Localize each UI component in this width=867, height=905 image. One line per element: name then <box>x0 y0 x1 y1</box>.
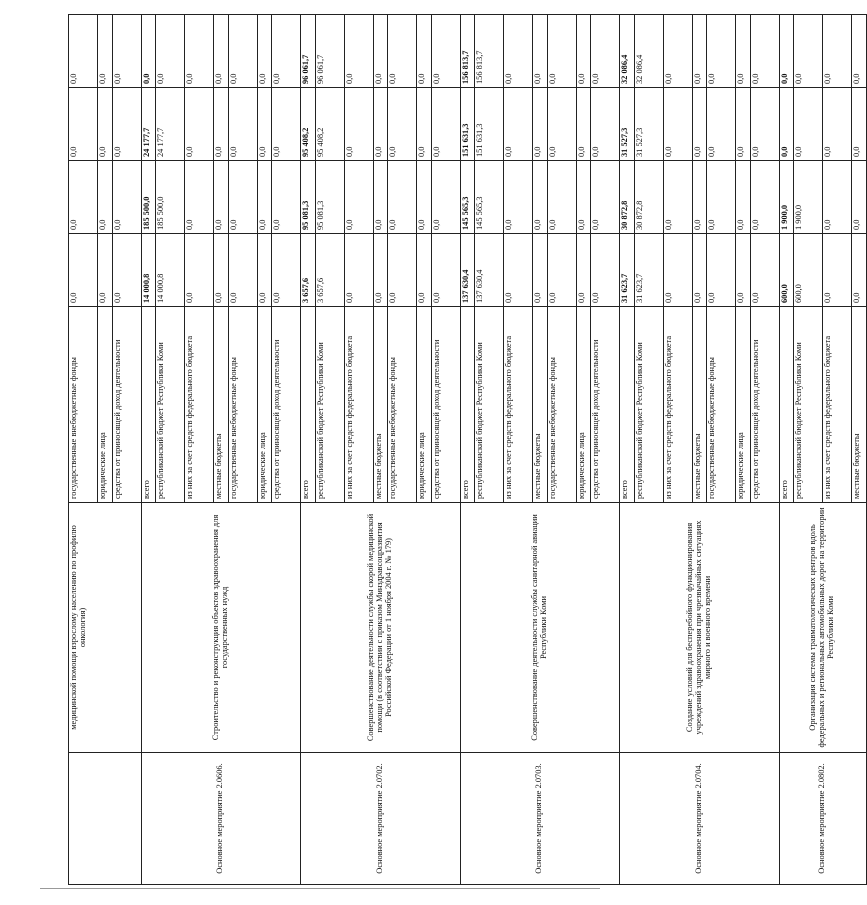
funding-source-label: местные бюджеты <box>373 307 388 503</box>
amount-cell: 32 086,4 <box>620 15 635 88</box>
amount-cell: 0,0 <box>533 88 548 161</box>
measure-title: Совершенствование деятельности службы санитарной авиации Республики Коми <box>460 503 620 753</box>
amount-cell: 30 872,8 <box>620 161 635 234</box>
amount-cell: 0,0 <box>663 15 692 88</box>
funding-source-label: из них за счет средств федерального бюджета <box>504 307 533 503</box>
amount-cell: 0,0 <box>214 15 229 88</box>
amount-cell: 0,0 <box>228 88 257 161</box>
amount-cell: 95 408,2 <box>301 88 316 161</box>
amount-cell: 1 900,0 <box>794 161 823 234</box>
amount-cell: 0,0 <box>547 88 576 161</box>
funding-source-label: местные бюджеты <box>692 307 707 503</box>
amount-cell: 14 000,8 <box>141 234 156 307</box>
budget-table <box>68 14 867 885</box>
measure-code: Основное мероприятие 2.0703. <box>460 753 620 885</box>
amount-cell: 0,0 <box>388 234 417 307</box>
amount-cell: 0,0 <box>141 15 156 88</box>
funding-source-label: средства от приносящей доход деятельности <box>112 307 141 503</box>
amount-cell: 0,0 <box>98 234 113 307</box>
table-row <box>620 15 635 885</box>
funding-source-label: юридические лица <box>417 307 432 503</box>
amount-cell: 0,0 <box>431 234 460 307</box>
amount-cell: 0,0 <box>663 88 692 161</box>
funding-source-label: средства от приносящей доход деятельности <box>431 307 460 503</box>
funding-source-label: республиканский бюджет Республики Коми <box>156 307 185 503</box>
amount-cell: 0,0 <box>272 88 301 161</box>
table-row <box>460 15 475 885</box>
amount-cell: 0,0 <box>750 234 779 307</box>
amount-cell: 0,0 <box>417 234 432 307</box>
amount-cell: 0,0 <box>692 88 707 161</box>
amount-cell: 0,0 <box>388 15 417 88</box>
amount-cell: 185 500,0 <box>156 161 185 234</box>
amount-cell: 600,0 <box>794 234 823 307</box>
amount-cell: 0,0 <box>591 15 620 88</box>
amount-cell: 0,0 <box>576 161 591 234</box>
amount-cell: 95 408,2 <box>315 88 344 161</box>
scan-edge-line <box>40 888 600 889</box>
amount-cell: 31 623,7 <box>634 234 663 307</box>
amount-cell: 0,0 <box>69 234 98 307</box>
amount-cell: 0,0 <box>228 161 257 234</box>
amount-cell: 0,0 <box>417 88 432 161</box>
amount-cell: 0,0 <box>576 15 591 88</box>
measure-title: медицинской помощи взрослому населению по профилю онкология) <box>69 503 142 753</box>
amount-cell: 0,0 <box>823 15 852 88</box>
funding-source-label: республиканский бюджет Республики Коми <box>475 307 504 503</box>
amount-cell: 0,0 <box>417 15 432 88</box>
amount-cell: 0,0 <box>547 234 576 307</box>
amount-cell: 0,0 <box>257 88 272 161</box>
amount-cell: 0,0 <box>185 161 214 234</box>
rotated-sheet <box>68 15 861 885</box>
measure-title: Организация системы травматологических центров вдоль федеральных и региональных автомобильных дорог на территории Республики Коми <box>779 503 866 753</box>
funding-source-label: средства от приносящей доход деятельности <box>272 307 301 503</box>
amount-cell: 0,0 <box>388 161 417 234</box>
funding-source-label: государственные внебюджетные фонды <box>388 307 417 503</box>
amount-cell: 0,0 <box>663 161 692 234</box>
amount-cell: 0,0 <box>533 161 548 234</box>
amount-cell: 0,0 <box>823 234 852 307</box>
measure-code: Основное мероприятие 2.0606. <box>141 753 301 885</box>
amount-cell: 0,0 <box>373 234 388 307</box>
amount-cell: 0,0 <box>591 161 620 234</box>
amount-cell: 0,0 <box>576 88 591 161</box>
amount-cell: 0,0 <box>272 15 301 88</box>
table-row <box>301 15 316 885</box>
amount-cell: 24 177,7 <box>141 88 156 161</box>
amount-cell: 0,0 <box>373 161 388 234</box>
funding-source-label: юридические лица <box>576 307 591 503</box>
funding-source-label: средства от приносящей доход деятельности <box>591 307 620 503</box>
amount-cell: 0,0 <box>417 161 432 234</box>
amount-cell: 0,0 <box>852 234 867 307</box>
amount-cell: 0,0 <box>663 234 692 307</box>
funding-source-label: из них за счет средств федерального бюджета <box>663 307 692 503</box>
amount-cell: 0,0 <box>504 88 533 161</box>
funding-source-label: юридические лица <box>257 307 272 503</box>
amount-cell: 24 177,7 <box>156 88 185 161</box>
amount-cell: 0,0 <box>228 234 257 307</box>
table-body <box>69 15 867 885</box>
amount-cell: 0,0 <box>504 161 533 234</box>
funding-source-label: республиканский бюджет Республики Коми <box>794 307 823 503</box>
amount-cell: 600,0 <box>779 234 794 307</box>
amount-cell: 3 657,6 <box>301 234 316 307</box>
amount-cell: 0,0 <box>112 88 141 161</box>
amount-cell: 151 631,3 <box>460 88 475 161</box>
amount-cell: 0,0 <box>431 15 460 88</box>
funding-source-label: из них за счет средств федерального бюджета <box>185 307 214 503</box>
amount-cell: 0,0 <box>228 15 257 88</box>
amount-cell: 0,0 <box>736 234 751 307</box>
measure-code: Основное мероприятие 2.0702. <box>301 753 461 885</box>
amount-cell: 32 086,4 <box>634 15 663 88</box>
amount-cell: 0,0 <box>707 88 736 161</box>
measure-title: Совершенствование деятельности службы скорой медицинской помощи (в соответствии с приказом Минздравсоцразвития Российской Федерации от 1 ноября 2004 г. № 179) <box>301 503 461 753</box>
amount-cell: 0,0 <box>707 15 736 88</box>
amount-cell: 0,0 <box>750 88 779 161</box>
amount-cell: 156 813,7 <box>475 15 504 88</box>
amount-cell: 0,0 <box>214 88 229 161</box>
funding-source-label: государственные внебюджетные фонды <box>547 307 576 503</box>
amount-cell: 95 081,3 <box>301 161 316 234</box>
amount-cell: 0,0 <box>98 15 113 88</box>
funding-source-label: местные бюджеты <box>214 307 229 503</box>
amount-cell: 0,0 <box>533 234 548 307</box>
amount-cell: 0,0 <box>69 88 98 161</box>
amount-cell: 0,0 <box>431 88 460 161</box>
amount-cell: 0,0 <box>750 15 779 88</box>
amount-cell: 0,0 <box>576 234 591 307</box>
funding-source-label: всего <box>460 307 475 503</box>
funding-source-label: государственные внебюджетные фонды <box>69 307 98 503</box>
amount-cell: 0,0 <box>344 15 373 88</box>
amount-cell: 0,0 <box>272 234 301 307</box>
amount-cell: 0,0 <box>736 88 751 161</box>
amount-cell: 0,0 <box>185 234 214 307</box>
amount-cell: 0,0 <box>591 88 620 161</box>
amount-cell: 0,0 <box>692 234 707 307</box>
table-row <box>779 15 794 885</box>
amount-cell: 0,0 <box>823 88 852 161</box>
funding-source-label: республиканский бюджет Республики Коми <box>634 307 663 503</box>
amount-cell: 185 500,0 <box>141 161 156 234</box>
amount-cell: 0,0 <box>214 234 229 307</box>
amount-cell: 31 527,3 <box>634 88 663 161</box>
amount-cell: 0,0 <box>533 15 548 88</box>
funding-source-label: государственные внебюджетные фонды <box>228 307 257 503</box>
amount-cell: 0,0 <box>257 234 272 307</box>
funding-source-label: всего <box>141 307 156 503</box>
amount-cell: 0,0 <box>69 161 98 234</box>
measure-code <box>69 753 142 885</box>
amount-cell: 0,0 <box>69 15 98 88</box>
funding-source-label: юридические лица <box>98 307 113 503</box>
table-row <box>141 15 156 885</box>
amount-cell: 96 061,7 <box>315 15 344 88</box>
funding-source-label: из них за счет средств федерального бюджета <box>823 307 852 503</box>
amount-cell: 95 081,3 <box>315 161 344 234</box>
amount-cell: 0,0 <box>344 234 373 307</box>
amount-cell: 0,0 <box>185 88 214 161</box>
amount-cell: 0,0 <box>257 15 272 88</box>
amount-cell: 0,0 <box>779 88 794 161</box>
funding-source-label: республиканский бюджет Республики Коми <box>315 307 344 503</box>
amount-cell: 0,0 <box>547 161 576 234</box>
funding-source-label: всего <box>779 307 794 503</box>
amount-cell: 0,0 <box>98 161 113 234</box>
amount-cell: 0,0 <box>794 88 823 161</box>
amount-cell: 137 630,4 <box>460 234 475 307</box>
amount-cell: 0,0 <box>344 161 373 234</box>
amount-cell: 0,0 <box>272 161 301 234</box>
funding-source-label: из них за счет средств федерального бюджета <box>344 307 373 503</box>
amount-cell: 0,0 <box>98 88 113 161</box>
amount-cell: 0,0 <box>156 15 185 88</box>
amount-cell: 0,0 <box>692 15 707 88</box>
amount-cell: 0,0 <box>547 15 576 88</box>
amount-cell: 31 527,3 <box>620 88 635 161</box>
amount-cell: 151 631,3 <box>475 88 504 161</box>
funding-source-label: средства от приносящей доход деятельности <box>750 307 779 503</box>
funding-source-label: местные бюджеты <box>533 307 548 503</box>
amount-cell: 0,0 <box>852 161 867 234</box>
amount-cell: 0,0 <box>736 161 751 234</box>
amount-cell: 0,0 <box>852 88 867 161</box>
amount-cell: 0,0 <box>257 161 272 234</box>
amount-cell: 0,0 <box>214 161 229 234</box>
amount-cell: 145 565,3 <box>475 161 504 234</box>
amount-cell: 14 000,8 <box>156 234 185 307</box>
amount-cell: 0,0 <box>852 15 867 88</box>
amount-cell: 0,0 <box>504 15 533 88</box>
funding-source-label: всего <box>620 307 635 503</box>
table-row <box>69 15 98 885</box>
amount-cell: 0,0 <box>185 15 214 88</box>
amount-cell: 0,0 <box>707 161 736 234</box>
funding-source-label: государственные внебюджетные фонды <box>707 307 736 503</box>
amount-cell: 0,0 <box>112 234 141 307</box>
amount-cell: 0,0 <box>373 15 388 88</box>
amount-cell: 96 061,7 <box>301 15 316 88</box>
measure-code: Основное мероприятие 2.0704. <box>620 753 780 885</box>
amount-cell: 0,0 <box>794 15 823 88</box>
amount-cell: 0,0 <box>504 234 533 307</box>
amount-cell: 0,0 <box>431 161 460 234</box>
amount-cell: 3 657,6 <box>315 234 344 307</box>
amount-cell: 137 630,4 <box>475 234 504 307</box>
measure-code: Основное мероприятие 2.0802. <box>779 753 866 885</box>
amount-cell: 0,0 <box>591 234 620 307</box>
amount-cell: 0,0 <box>750 161 779 234</box>
amount-cell: 145 565,3 <box>460 161 475 234</box>
funding-source-label: юридические лица <box>736 307 751 503</box>
amount-cell: 0,0 <box>344 88 373 161</box>
amount-cell: 0,0 <box>692 161 707 234</box>
funding-source-label: всего <box>301 307 316 503</box>
amount-cell: 0,0 <box>707 234 736 307</box>
amount-cell: 0,0 <box>779 15 794 88</box>
funding-source-label: местные бюджеты <box>852 307 867 503</box>
amount-cell: 0,0 <box>736 15 751 88</box>
amount-cell: 30 872,8 <box>634 161 663 234</box>
amount-cell: 156 813,7 <box>460 15 475 88</box>
amount-cell: 0,0 <box>112 15 141 88</box>
amount-cell: 31 623,7 <box>620 234 635 307</box>
measure-title: Создание условий для бесперебойного функционирования учреждений здравоохранения при чрезвычайных ситуациях мирного и военного времени <box>620 503 780 753</box>
amount-cell: 1 900,0 <box>779 161 794 234</box>
measure-title: Строительство и реконструкция объектов здравоохранения для государственных нужд <box>141 503 301 753</box>
amount-cell: 0,0 <box>388 88 417 161</box>
amount-cell: 0,0 <box>373 88 388 161</box>
amount-cell: 0,0 <box>112 161 141 234</box>
amount-cell: 0,0 <box>823 161 852 234</box>
